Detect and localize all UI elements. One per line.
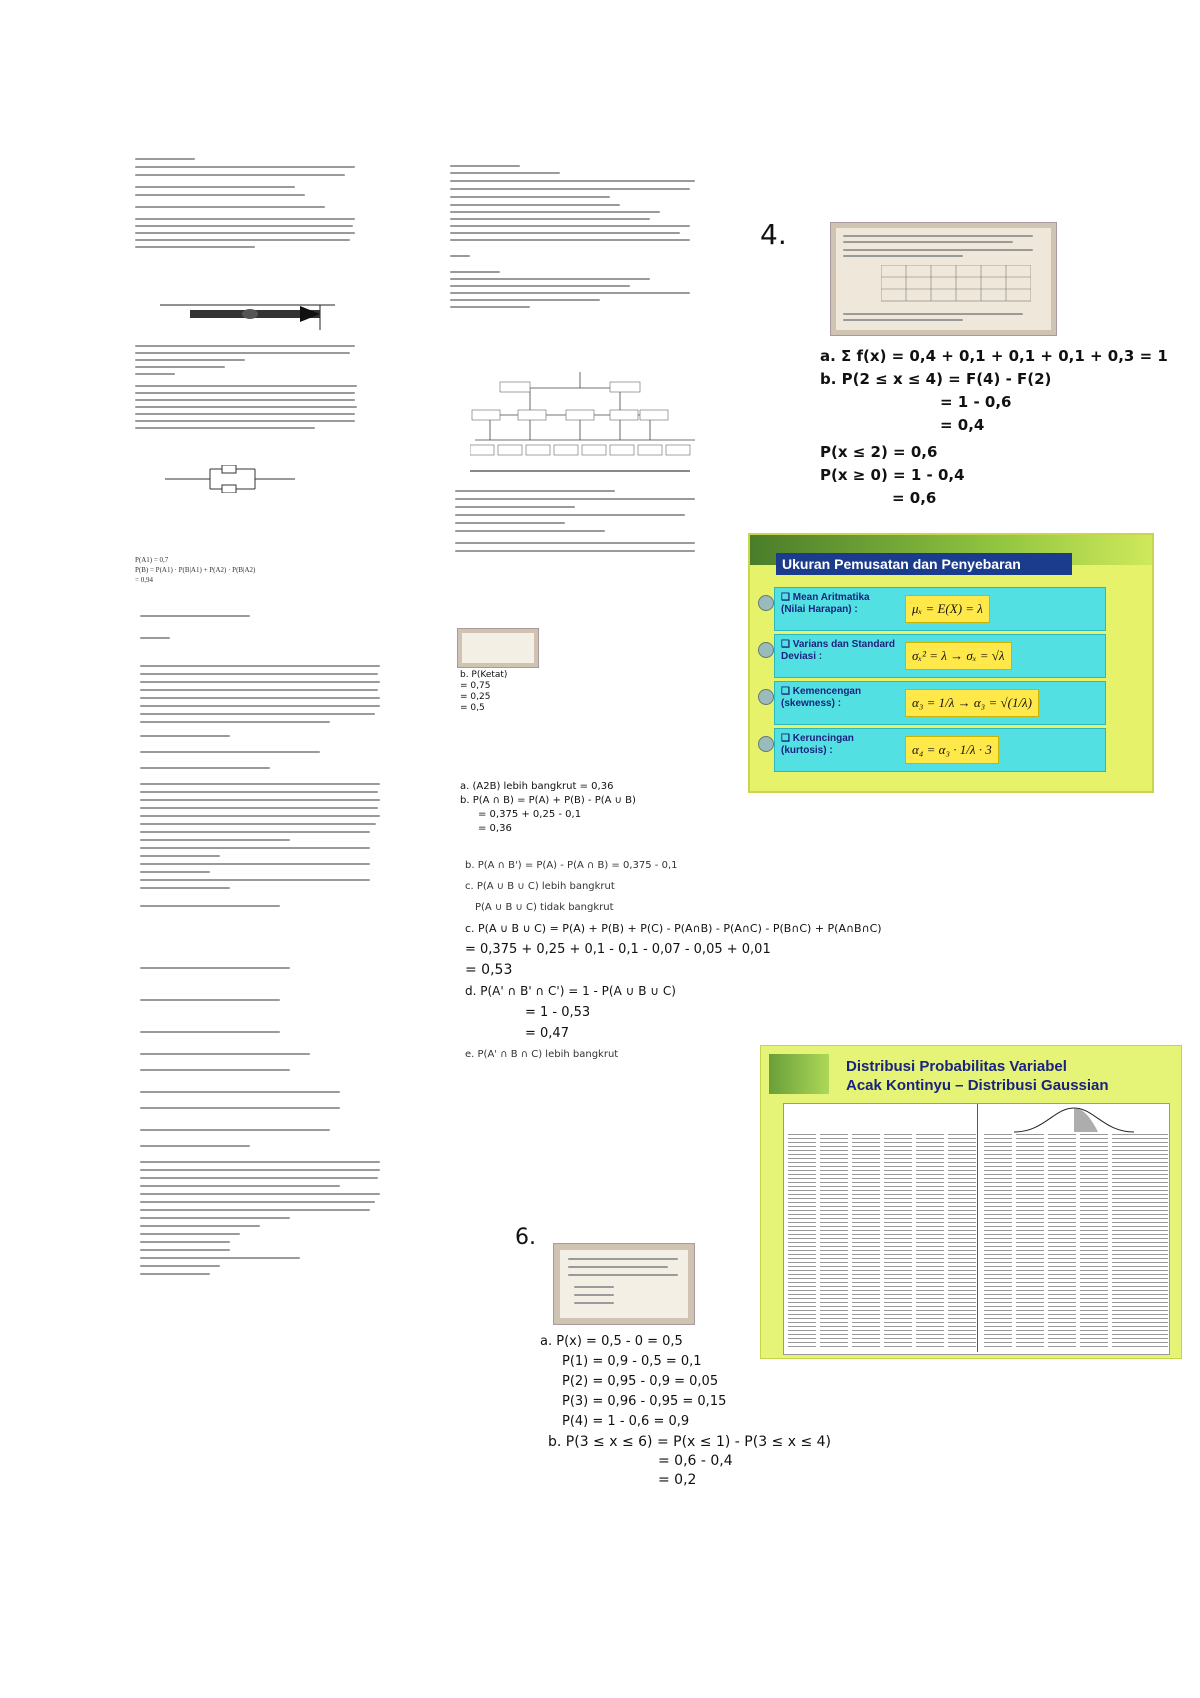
middle-doc-block-2 <box>455 490 705 552</box>
middle-doc-block-1 <box>450 165 700 308</box>
slide1-title: Ukuran Pemusatan dan Penyebaran <box>776 553 1072 575</box>
left-doc-block-4 <box>140 665 385 1275</box>
slide1-row-mean: ❑ Mean Aritmatika (Nilai Harapan) : μₓ = E(X) = λ <box>774 587 1106 631</box>
q6-answer-a: a. P(x) = 0,5 - 0 = 0,5 P(1) = 0,9 - 0,5 = 0,1 P(2) = 0,95 - 0,9 = 0,05 P(3) = 0,96 - 0,95 = 0,15 P(4) = 1 - 0,6 = 0,9 <box>540 1334 727 1429</box>
slide2-deco-bars <box>769 1054 829 1094</box>
slide2-title-line1: Distribusi Probabilitas Variabel <box>846 1058 1067 1075</box>
left-doc-block-3 <box>140 615 260 639</box>
slide1-row-skewness: ❑ Kemencengan (skewness) : α₃ = 1/λ → α₃ = √(1/λ) <box>774 681 1106 725</box>
slide1-row-kurtosis: ❑ Keruncingan (kurtosis) : α₄ = α₃ · 1/λ · 3 <box>774 728 1106 772</box>
q6-answer-b: b. P(3 ≤ x ≤ 6) = P(x ≤ 1) - P(3 ≤ x ≤ 4) = 0,6 - 0,4 = 0,2 <box>548 1434 832 1488</box>
hw-answer-c: a. (A2B) lebih bangkrut = 0,36 b. P(A ∩ B) = P(A) + P(B) - P(A ∪ B) = 0,375 + 0,25 - 0,1 = 0,36 <box>460 781 636 834</box>
small-photo-middle <box>457 628 539 668</box>
q4-label: 4. <box>760 218 787 251</box>
slide2-title-line2: Acak Kontinyu – Distribusi Gaussian <box>846 1077 1109 1094</box>
slide1-dot-1 <box>758 595 774 611</box>
slide1-dot-3 <box>758 689 774 705</box>
probability-tree <box>470 370 700 485</box>
slide1-row-variance: ❑ Varians dan Standard Deviasi : σₓ² = λ → σₓ = √λ <box>774 634 1106 678</box>
q6-label: 6. <box>515 1225 536 1250</box>
slide-ukuran-pemusatan <box>748 533 1154 793</box>
bell-curve-icon <box>1014 1106 1134 1134</box>
left-doc-block-1 <box>135 158 360 256</box>
hw-answer-b: b. P(Ketat) = 0,75 = 0,25 = 0,5 <box>460 670 508 713</box>
q4-photo <box>830 222 1057 336</box>
slide-distribusi-gaussian <box>760 1045 1182 1359</box>
slide1-dot-4 <box>758 736 774 752</box>
q5-answer: P(A1) = 0,7 P(B) = P(A1) · P(B|A1) + P(A2) · P(B|A2) = 0,94 <box>135 556 256 584</box>
z-table-image <box>783 1103 1170 1355</box>
left-doc-block-2 <box>135 345 360 444</box>
arrow-diagram <box>150 290 350 340</box>
slide1-dot-2 <box>758 642 774 658</box>
q6-photo <box>553 1243 695 1325</box>
hw-derivation: b. P(A ∩ B') = P(A) - P(A ∩ B) = 0,375 - 0,1 c. P(A ∪ B ∪ C) lebih bangkrut P(A ∪ B ∪ C) tidak bangkrut c. P(A ∪ B ∪ C) = P(A) + P(B) + P(C) - P(A∩B) - P(A∩C) - P(B∩C) + P(A∩B∩C) = 0,375 + 0,25 + 0,1 - 0,1 - 0,07 - 0,05 + 0,01 = 0,53 d. P(A' ∩ B' ∩ C') = 1 - P(A ∪ B ∪ C) = 1 - 0,53 = 0,47 e. P(A' ∩ B ∩ C) lebih bangkrut <box>465 860 882 1060</box>
circuit-figure <box>160 465 300 493</box>
q4-answers: a. Σ f(x) = 0,4 + 0,1 + 0,1 + 0,1 + 0,3 = 1 b. P(2 ≤ x ≤ 4) = F(4) - F(2) = 1 - 0,6 = 0,4 P(x ≤ 2) = 0,6 P(x ≥ 0) = 1 - 0,4 = 0,6 <box>820 347 1168 507</box>
